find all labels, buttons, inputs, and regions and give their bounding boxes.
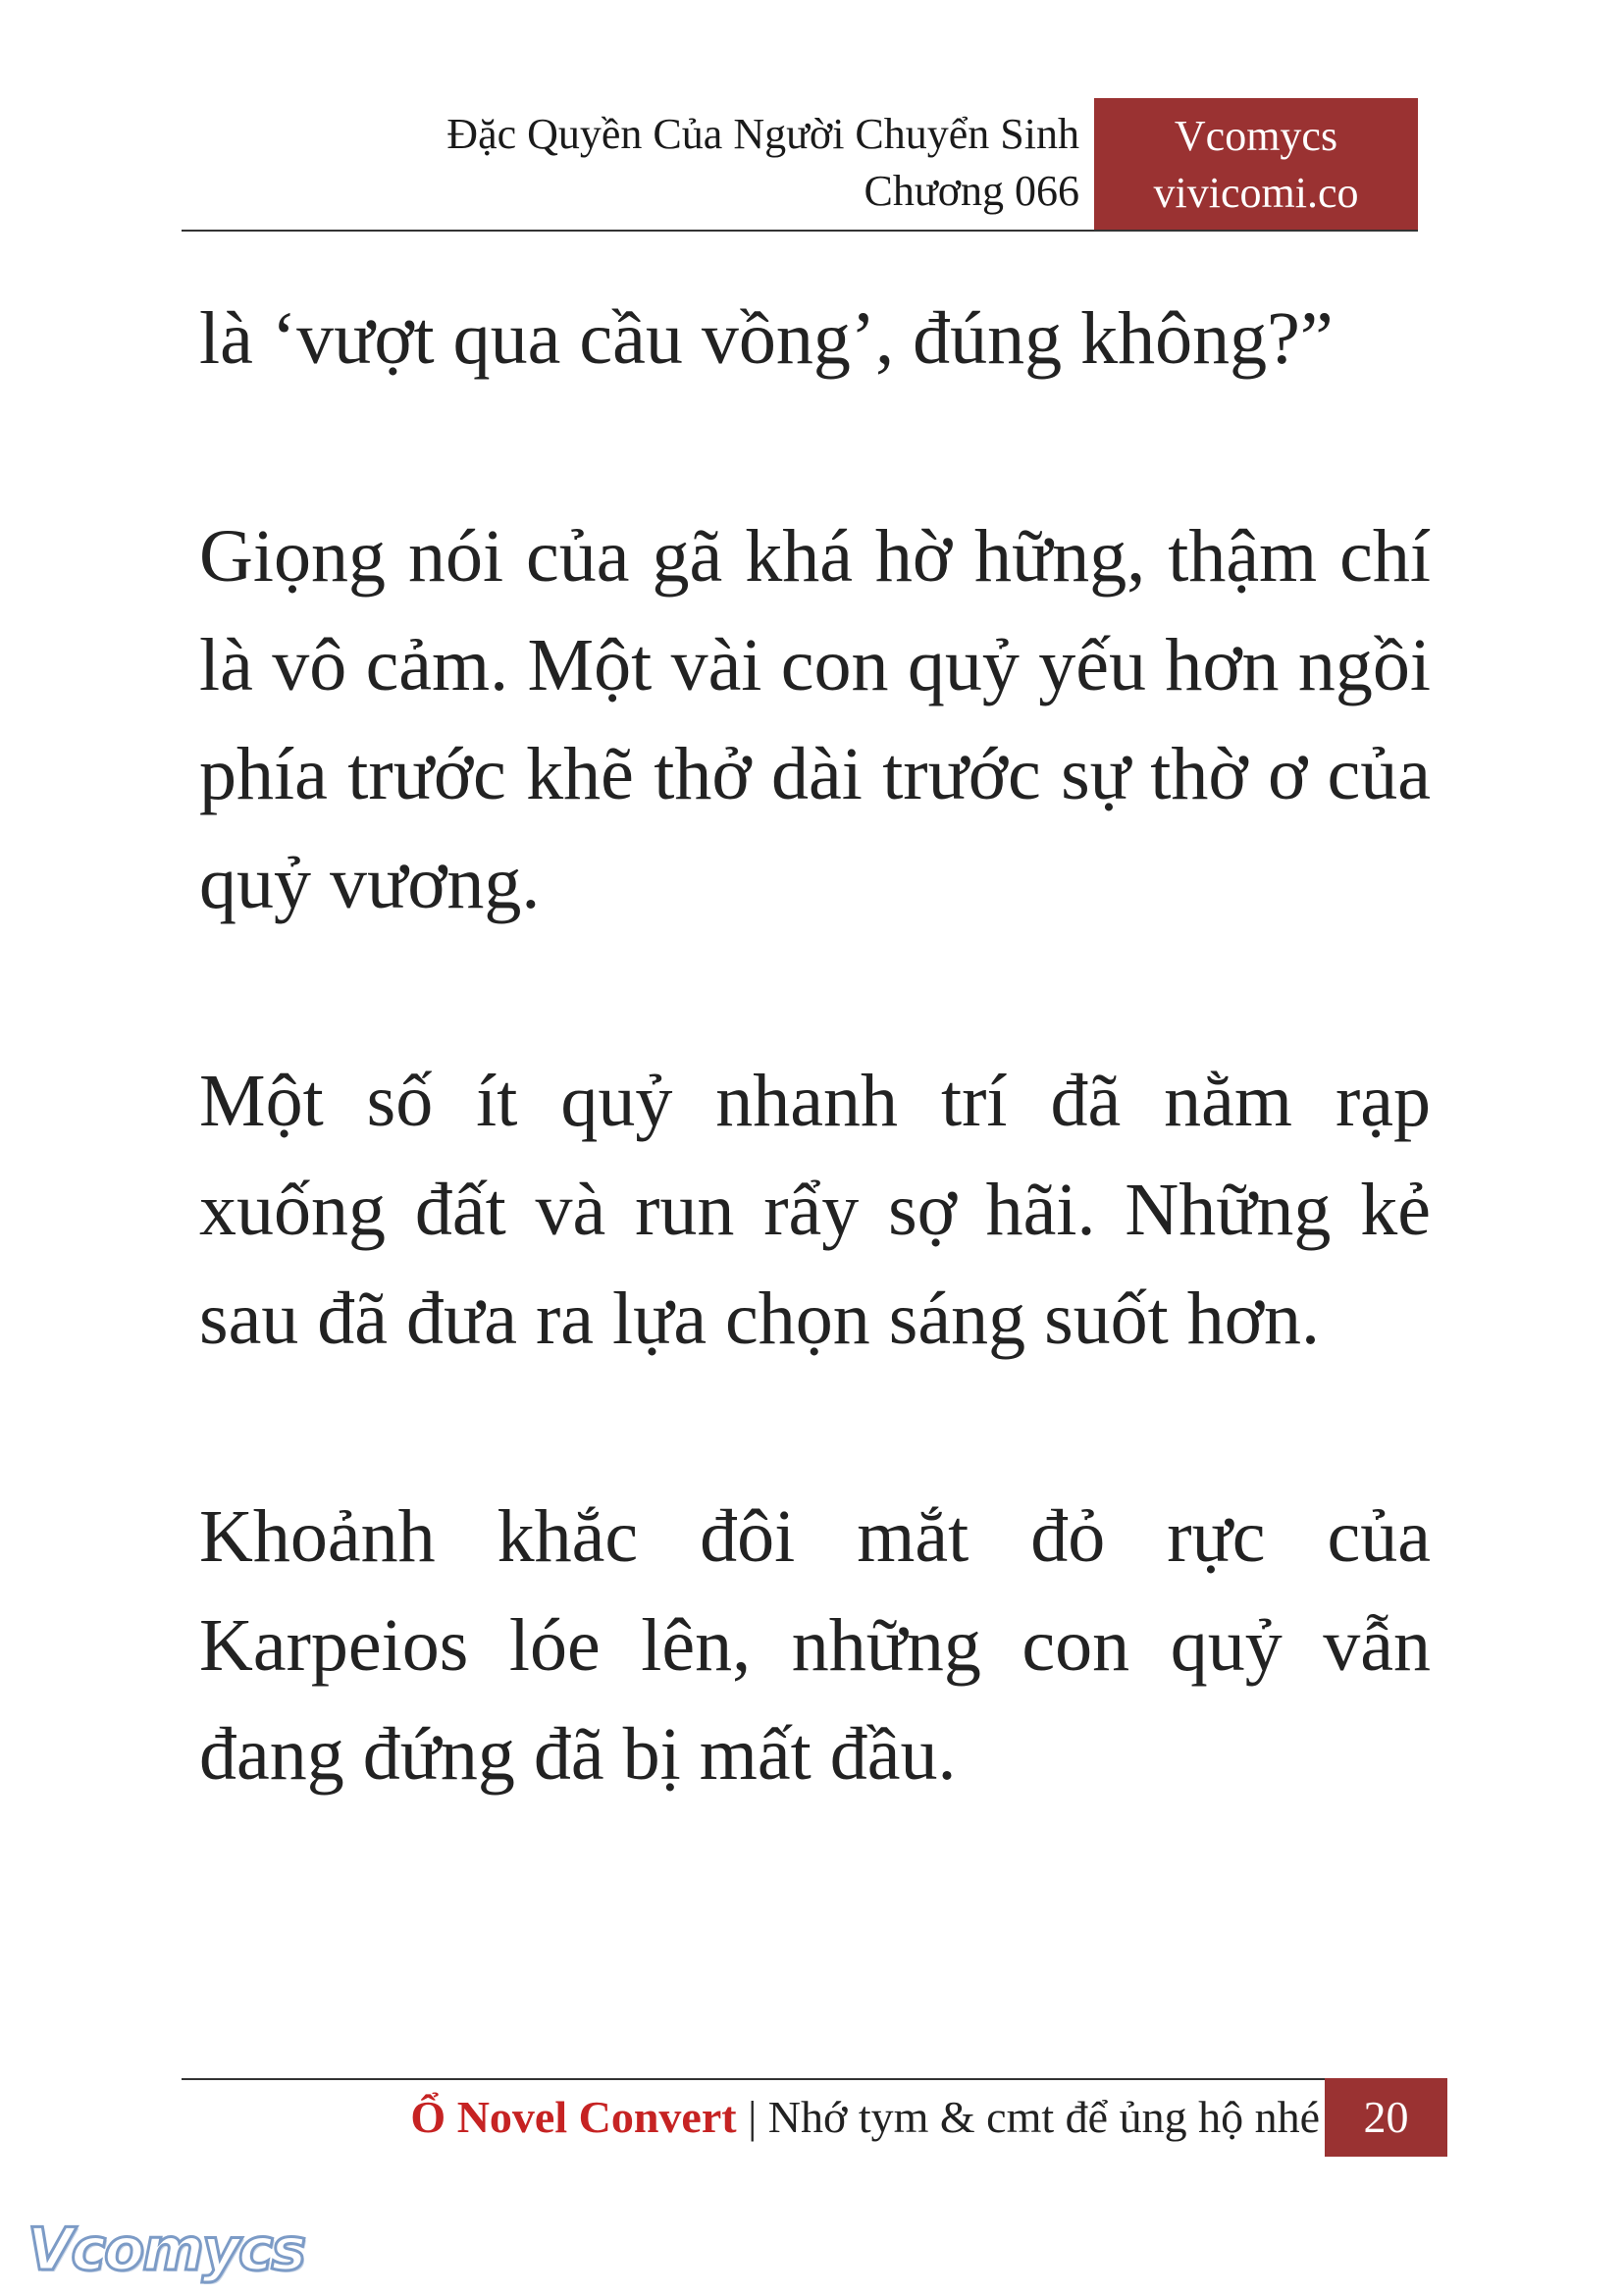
- paragraph: Giọng nói của gã khá hờ hững, thậm chí là vô cảm. Một vài con quỷ yếu hơn ngồi phía trước khẽ thở dài trước sự thờ ơ của quỷ vương.: [199, 515, 1431, 924]
- watermark-logo: Vcomycs: [27, 2216, 305, 2284]
- footer-note: Nhớ tym & cmt để ủng hộ nhé: [767, 2092, 1320, 2142]
- paragraph: Một số ít quỷ nhanh trí đã nằm rạp xuống đất và run rẩy sợ hãi. Những kẻ sau đã đưa ra lựa chọn sáng suốt hơn.: [199, 1060, 1431, 1360]
- header-divider: [182, 230, 1418, 232]
- site-badge: [1094, 98, 1418, 232]
- site-badge-name: Vcomycs: [1174, 112, 1338, 160]
- page-footer: [182, 2088, 1320, 2147]
- site-badge-url: vivicomi.co: [1153, 169, 1359, 217]
- chapter-label: Chương 066: [864, 167, 1079, 215]
- footer-separator: |: [748, 2092, 758, 2142]
- footer-brand: Ổ Novel Convert: [410, 2092, 737, 2142]
- page-number: 20: [1325, 2078, 1447, 2157]
- book-title: Đặc Quyền Của Người Chuyển Sinh: [446, 110, 1079, 158]
- page-header: [177, 106, 1079, 220]
- paragraph: là ‘vượt qua cầu vồng’, đúng không?”: [199, 297, 1334, 380]
- footer-divider: [182, 2078, 1447, 2080]
- paragraph: Khoảnh khắc đôi mắt đỏ rực của Karpeios lóe lên, những con quỷ vẫn đang đứng đã bị mất đầu.: [199, 1495, 1431, 1796]
- chapter-body: [199, 285, 1431, 1809]
